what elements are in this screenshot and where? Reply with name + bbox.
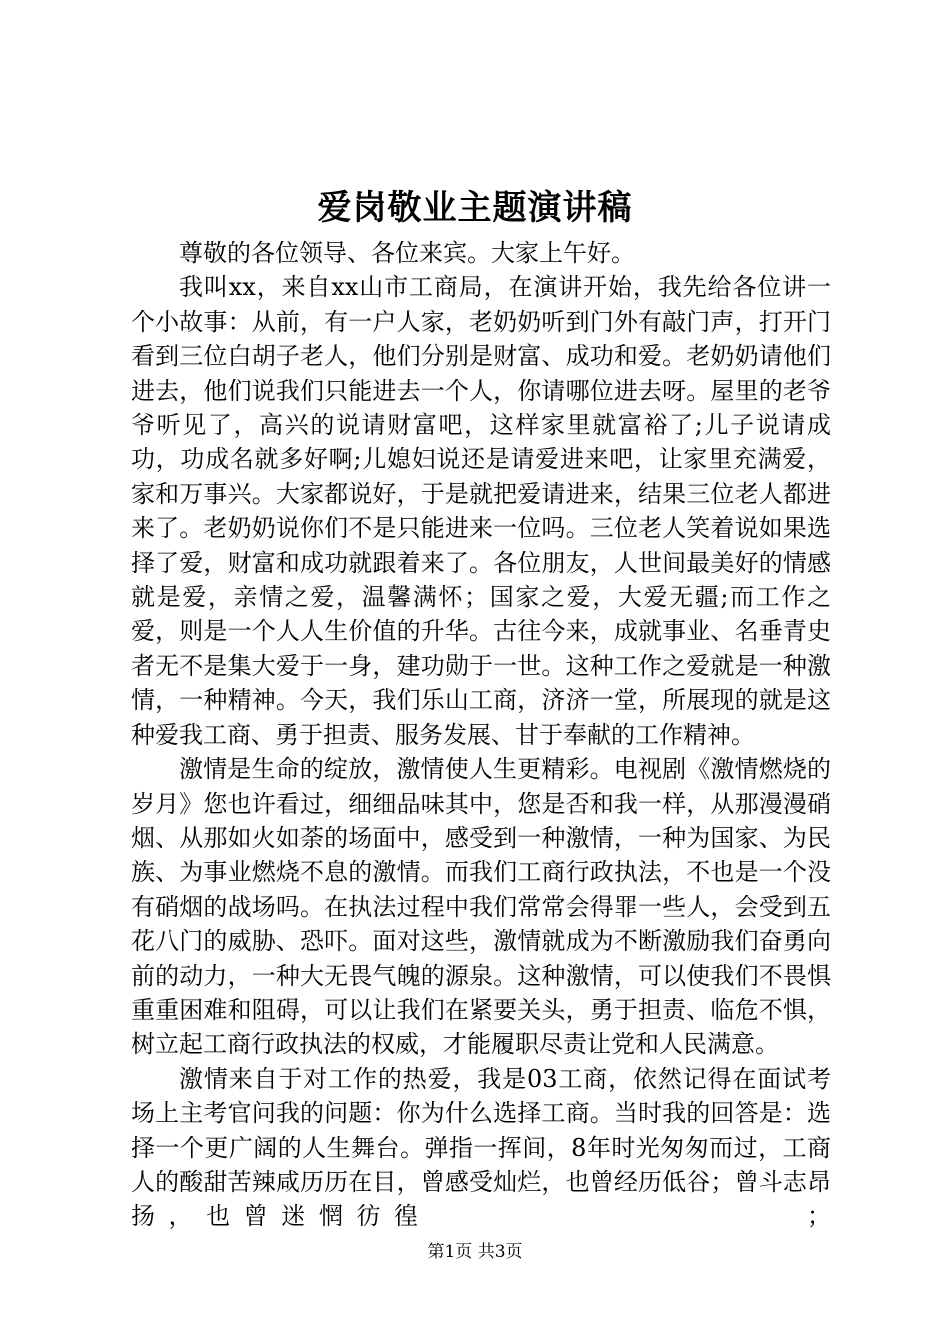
paragraph-story: 我叫xx，来自xx山市工商局，在演讲开始，我先给各位讲一个小故事：从前，有一户人家，老奶奶听到门外有敲门声，打开门看到三位白胡子老人，他们分别是财富、成功和爱。老奶奶请他们进去，他们说我们只能进去一个人，你请哪位进去呀。屋里的老爷爷听见了，高兴的说请财富吧，这样家里就富裕了;儿子说请成功，功成名就多好啊;儿媳妇说还是请爱进来吧，让家里充满爱，家和万事兴。大家都说好，于是就把爱请进来，结果三位老人都进来了。老奶奶说你们不是只能进来一位吗。三位老人笑着说如果选择了爱，财富和成功就跟着来了。各位朋友，人世间最美好的情感就是爱，亲情之爱，温馨满怀；国家之爱，大爱无疆;而工作之爱，则是一个人人生价值的升华。古往今来，成就事业、名垂青史者无不是集大爱于一身，建功勋于一世。这种工作之爱就是一种激情，一种精神。今天，我们乐山工商，济济一堂，所展现的就是这种爱我工商、勇于担责、服务发展、甘于奉献的工作精神。 bbox=[131, 273, 831, 749]
page-number-footer: 第1页 共3页 bbox=[427, 1242, 523, 1262]
paragraph-passion: 激情是生命的绽放，激情使人生更精彩。电视剧《激情燃烧的岁月》您也许看过，细细品味其中，您是否和我一样，从那漫漫硝烟、从那如火如荼的场面中，感受到一种激情，一种为国家、为民族、为事业燃烧不息的激情。而我们工商行政执法，不也是一个没有硝烟的战场吗。在执法过程中我们常常会得罪一些人，会受到五花八门的威胁、恐吓。面对这些，激情就成为不断激励我们奋勇向前的动力，一种大无畏气魄的源泉。这种激情，可以使我们不畏惧重重困难和阻碍，可以让我们在紧要关头，勇于担责、临危不惧，树立起工商行政执法的权威，才能履职尽责让党和人民满意。 bbox=[131, 755, 831, 1059]
paragraph-career: 激情来自于对工作的热爱，我是03工商，依然记得在面试考场上主考官问我的问题：你为什么选择工商。当时我的回答是：选择一个更广阔的人生舞台。弹指一挥间，8年时光匆匆而过，工商人的酸甜苦辣咸历历在目，曾感受灿烂，也曾经历低谷；曾斗志昂扬，也曾迷惘彷徨 ； bbox=[131, 1064, 831, 1231]
paragraph-greeting: 尊敬的各位领导、各位来宾。大家上午好。 bbox=[179, 239, 635, 267]
document-body bbox=[131, 236, 831, 1234]
document-title: 爱岗敬业主题演讲稿 bbox=[317, 188, 633, 228]
